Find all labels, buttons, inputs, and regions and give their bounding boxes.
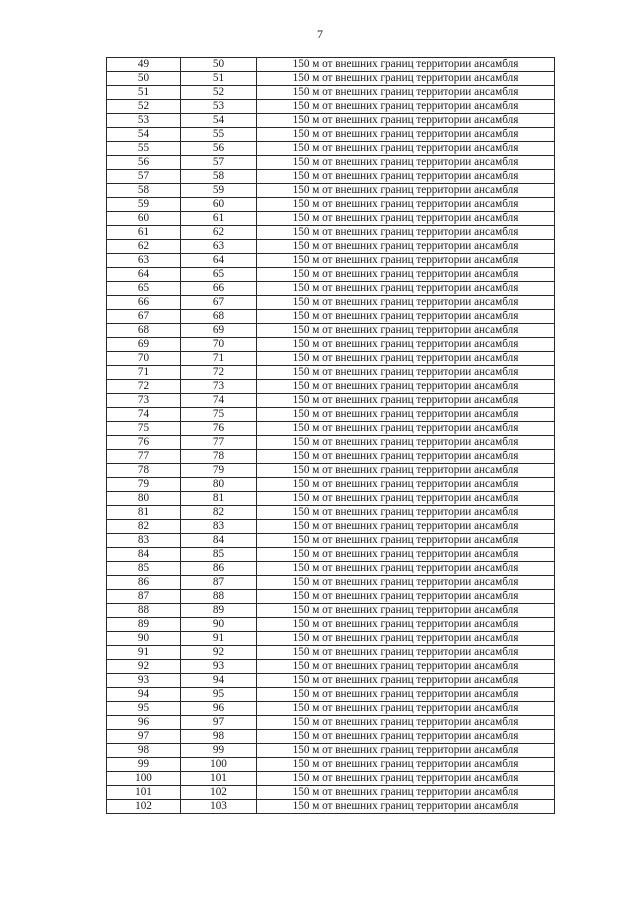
point-from-cell: 50 <box>107 72 181 86</box>
table-row <box>107 618 555 632</box>
point-from-cell: 65 <box>107 282 181 296</box>
point-to-cell: 59 <box>181 184 257 198</box>
description-cell: 150 м от внешних границ территории ансамбля <box>257 366 555 380</box>
description-cell: 150 м от внешних границ территории ансамбля <box>257 226 555 240</box>
point-from-cell: 66 <box>107 296 181 310</box>
description-cell: 150 м от внешних границ территории ансамбля <box>257 674 555 688</box>
table-row <box>107 72 555 86</box>
point-to-cell: 56 <box>181 142 257 156</box>
point-from-cell: 90 <box>107 632 181 646</box>
point-to-cell: 52 <box>181 86 257 100</box>
table-row <box>107 212 555 226</box>
table-row <box>107 744 555 758</box>
point-to-cell: 99 <box>181 744 257 758</box>
table-row <box>107 128 555 142</box>
table-row <box>107 198 555 212</box>
table-row <box>107 86 555 100</box>
description-cell: 150 м от внешних границ территории ансамбля <box>257 436 555 450</box>
point-to-cell: 64 <box>181 254 257 268</box>
table-row <box>107 184 555 198</box>
point-to-cell: 100 <box>181 758 257 772</box>
description-cell: 150 м от внешних границ территории ансамбля <box>257 142 555 156</box>
table-row <box>107 646 555 660</box>
point-to-cell: 65 <box>181 268 257 282</box>
table-row <box>107 114 555 128</box>
table-row <box>107 268 555 282</box>
description-cell: 150 м от внешних границ территории ансамбля <box>257 254 555 268</box>
point-from-cell: 83 <box>107 534 181 548</box>
description-cell: 150 м от внешних границ территории ансамбля <box>257 352 555 366</box>
table-row <box>107 366 555 380</box>
description-cell: 150 м от внешних границ территории ансамбля <box>257 758 555 772</box>
point-from-cell: 57 <box>107 170 181 184</box>
point-to-cell: 76 <box>181 422 257 436</box>
table-row <box>107 436 555 450</box>
description-cell: 150 м от внешних границ территории ансамбля <box>257 394 555 408</box>
point-to-cell: 73 <box>181 380 257 394</box>
point-to-cell: 92 <box>181 646 257 660</box>
description-cell: 150 м от внешних границ территории ансамбля <box>257 380 555 394</box>
point-from-cell: 56 <box>107 156 181 170</box>
table-row <box>107 478 555 492</box>
description-cell: 150 м от внешних границ территории ансамбля <box>257 58 555 72</box>
point-from-cell: 53 <box>107 114 181 128</box>
point-from-cell: 96 <box>107 716 181 730</box>
point-to-cell: 93 <box>181 660 257 674</box>
description-cell: 150 м от внешних границ территории ансамбля <box>257 716 555 730</box>
point-from-cell: 101 <box>107 786 181 800</box>
point-to-cell: 77 <box>181 436 257 450</box>
description-cell: 150 м от внешних границ территории ансамбля <box>257 562 555 576</box>
description-cell: 150 м от внешних границ территории ансамбля <box>257 702 555 716</box>
description-cell: 150 м от внешних границ территории ансамбля <box>257 548 555 562</box>
point-to-cell: 82 <box>181 506 257 520</box>
point-to-cell: 50 <box>181 58 257 72</box>
table-row <box>107 296 555 310</box>
table-row <box>107 702 555 716</box>
point-from-cell: 77 <box>107 450 181 464</box>
point-from-cell: 73 <box>107 394 181 408</box>
point-from-cell: 95 <box>107 702 181 716</box>
description-cell: 150 м от внешних границ территории ансамбля <box>257 100 555 114</box>
table-row <box>107 142 555 156</box>
point-from-cell: 69 <box>107 338 181 352</box>
description-cell: 150 м от внешних границ территории ансамбля <box>257 212 555 226</box>
point-from-cell: 80 <box>107 492 181 506</box>
point-to-cell: 88 <box>181 590 257 604</box>
point-from-cell: 99 <box>107 758 181 772</box>
point-to-cell: 74 <box>181 394 257 408</box>
description-cell: 150 м от внешних границ территории ансамбля <box>257 282 555 296</box>
table-row <box>107 254 555 268</box>
point-to-cell: 90 <box>181 618 257 632</box>
point-to-cell: 86 <box>181 562 257 576</box>
table-row <box>107 282 555 296</box>
description-cell: 150 м от внешних границ территории ансамбля <box>257 534 555 548</box>
description-cell: 150 м от внешних границ территории ансамбля <box>257 632 555 646</box>
point-to-cell: 70 <box>181 338 257 352</box>
table-row <box>107 562 555 576</box>
point-to-cell: 68 <box>181 310 257 324</box>
description-cell: 150 м от внешних границ территории ансамбля <box>257 604 555 618</box>
description-cell: 150 м от внешних границ территории ансамбля <box>257 408 555 422</box>
table-row <box>107 534 555 548</box>
point-from-cell: 91 <box>107 646 181 660</box>
page-number: 7 <box>317 27 323 41</box>
point-to-cell: 84 <box>181 534 257 548</box>
description-cell: 150 м от внешних границ территории ансамбля <box>257 800 555 814</box>
point-to-cell: 80 <box>181 478 257 492</box>
point-to-cell: 63 <box>181 240 257 254</box>
description-cell: 150 м от внешних границ территории ансамбля <box>257 72 555 86</box>
point-from-cell: 94 <box>107 688 181 702</box>
point-from-cell: 81 <box>107 506 181 520</box>
point-to-cell: 103 <box>181 800 257 814</box>
description-cell: 150 м от внешних границ территории ансамбля <box>257 660 555 674</box>
point-from-cell: 64 <box>107 268 181 282</box>
table-row <box>107 240 555 254</box>
table-row <box>107 674 555 688</box>
table-row <box>107 576 555 590</box>
point-from-cell: 60 <box>107 212 181 226</box>
point-from-cell: 52 <box>107 100 181 114</box>
point-from-cell: 76 <box>107 436 181 450</box>
table-row <box>107 352 555 366</box>
table-row <box>107 772 555 786</box>
point-to-cell: 55 <box>181 128 257 142</box>
point-from-cell: 62 <box>107 240 181 254</box>
point-to-cell: 62 <box>181 226 257 240</box>
point-from-cell: 102 <box>107 800 181 814</box>
point-from-cell: 93 <box>107 674 181 688</box>
description-cell: 150 м от внешних границ территории ансамбля <box>257 450 555 464</box>
point-to-cell: 66 <box>181 282 257 296</box>
description-cell: 150 м от внешних границ территории ансамбля <box>257 240 555 254</box>
point-to-cell: 102 <box>181 786 257 800</box>
point-from-cell: 84 <box>107 548 181 562</box>
point-from-cell: 98 <box>107 744 181 758</box>
description-cell: 150 м от внешних границ территории ансамбля <box>257 478 555 492</box>
point-from-cell: 92 <box>107 660 181 674</box>
table-row <box>107 632 555 646</box>
description-cell: 150 м от внешних границ территории ансамбля <box>257 268 555 282</box>
point-to-cell: 51 <box>181 72 257 86</box>
point-from-cell: 54 <box>107 128 181 142</box>
point-to-cell: 85 <box>181 548 257 562</box>
point-to-cell: 101 <box>181 772 257 786</box>
point-from-cell: 58 <box>107 184 181 198</box>
point-from-cell: 87 <box>107 590 181 604</box>
point-to-cell: 83 <box>181 520 257 534</box>
point-from-cell: 72 <box>107 380 181 394</box>
table-row <box>107 548 555 562</box>
table-row <box>107 800 555 814</box>
description-cell: 150 м от внешних границ территории ансамбля <box>257 198 555 212</box>
table-row <box>107 604 555 618</box>
description-cell: 150 м от внешних границ территории ансамбля <box>257 156 555 170</box>
point-to-cell: 78 <box>181 450 257 464</box>
table-row <box>107 380 555 394</box>
table-row <box>107 422 555 436</box>
point-to-cell: 96 <box>181 702 257 716</box>
point-from-cell: 79 <box>107 478 181 492</box>
table-body <box>107 58 555 814</box>
point-to-cell: 60 <box>181 198 257 212</box>
description-cell: 150 м от внешних границ территории ансамбля <box>257 464 555 478</box>
description-cell: 150 м от внешних границ территории ансамбля <box>257 296 555 310</box>
point-to-cell: 58 <box>181 170 257 184</box>
table-row <box>107 394 555 408</box>
point-to-cell: 79 <box>181 464 257 478</box>
description-cell: 150 м от внешних границ территории ансамбля <box>257 730 555 744</box>
description-cell: 150 м от внешних границ территории ансамбля <box>257 338 555 352</box>
description-cell: 150 м от внешних границ территории ансамбля <box>257 310 555 324</box>
point-to-cell: 61 <box>181 212 257 226</box>
description-cell: 150 м от внешних границ территории ансамбля <box>257 492 555 506</box>
boundary-points-table <box>106 57 555 814</box>
table-row <box>107 450 555 464</box>
point-to-cell: 89 <box>181 604 257 618</box>
table-row <box>107 688 555 702</box>
point-to-cell: 87 <box>181 576 257 590</box>
description-cell: 150 м от внешних границ территории ансамбля <box>257 114 555 128</box>
description-cell: 150 м от внешних границ территории ансамбля <box>257 772 555 786</box>
point-to-cell: 72 <box>181 366 257 380</box>
table-row <box>107 520 555 534</box>
table-row <box>107 58 555 72</box>
point-from-cell: 68 <box>107 324 181 338</box>
description-cell: 150 м от внешних границ территории ансамбля <box>257 576 555 590</box>
point-from-cell: 89 <box>107 618 181 632</box>
table-row <box>107 506 555 520</box>
table-row <box>107 716 555 730</box>
point-to-cell: 67 <box>181 296 257 310</box>
point-from-cell: 75 <box>107 422 181 436</box>
table-row <box>107 590 555 604</box>
table-row <box>107 730 555 744</box>
description-cell: 150 м от внешних границ территории ансамбля <box>257 744 555 758</box>
point-from-cell: 88 <box>107 604 181 618</box>
point-to-cell: 98 <box>181 730 257 744</box>
point-to-cell: 94 <box>181 674 257 688</box>
table-row <box>107 324 555 338</box>
description-cell: 150 м от внешних границ территории ансамбля <box>257 324 555 338</box>
point-to-cell: 71 <box>181 352 257 366</box>
point-from-cell: 78 <box>107 464 181 478</box>
table-row <box>107 660 555 674</box>
point-from-cell: 97 <box>107 730 181 744</box>
point-to-cell: 95 <box>181 688 257 702</box>
point-from-cell: 70 <box>107 352 181 366</box>
table-row <box>107 492 555 506</box>
point-to-cell: 57 <box>181 156 257 170</box>
description-cell: 150 м от внешних границ территории ансамбля <box>257 646 555 660</box>
table-row <box>107 758 555 772</box>
point-from-cell: 67 <box>107 310 181 324</box>
table-row <box>107 226 555 240</box>
point-to-cell: 81 <box>181 492 257 506</box>
description-cell: 150 м от внешних границ территории ансамбля <box>257 688 555 702</box>
table-row <box>107 100 555 114</box>
table-row <box>107 408 555 422</box>
point-from-cell: 71 <box>107 366 181 380</box>
point-from-cell: 61 <box>107 226 181 240</box>
description-cell: 150 м от внешних границ территории ансамбля <box>257 422 555 436</box>
description-cell: 150 м от внешних границ территории ансамбля <box>257 170 555 184</box>
table-row <box>107 310 555 324</box>
point-from-cell: 59 <box>107 198 181 212</box>
point-from-cell: 55 <box>107 142 181 156</box>
description-cell: 150 м от внешних границ территории ансамбля <box>257 128 555 142</box>
point-to-cell: 69 <box>181 324 257 338</box>
point-from-cell: 85 <box>107 562 181 576</box>
point-from-cell: 74 <box>107 408 181 422</box>
point-from-cell: 63 <box>107 254 181 268</box>
point-to-cell: 54 <box>181 114 257 128</box>
table-row <box>107 786 555 800</box>
description-cell: 150 м от внешних границ территории ансамбля <box>257 520 555 534</box>
description-cell: 150 м от внешних границ территории ансамбля <box>257 184 555 198</box>
table-row <box>107 464 555 478</box>
point-to-cell: 53 <box>181 100 257 114</box>
table-row <box>107 170 555 184</box>
description-cell: 150 м от внешних границ территории ансамбля <box>257 86 555 100</box>
description-cell: 150 м от внешних границ территории ансамбля <box>257 590 555 604</box>
table-row <box>107 338 555 352</box>
point-to-cell: 91 <box>181 632 257 646</box>
point-from-cell: 49 <box>107 58 181 72</box>
point-from-cell: 86 <box>107 576 181 590</box>
description-cell: 150 м от внешних границ территории ансамбля <box>257 618 555 632</box>
point-to-cell: 97 <box>181 716 257 730</box>
table-row <box>107 156 555 170</box>
point-from-cell: 100 <box>107 772 181 786</box>
description-cell: 150 м от внешних границ территории ансамбля <box>257 506 555 520</box>
point-from-cell: 82 <box>107 520 181 534</box>
point-from-cell: 51 <box>107 86 181 100</box>
description-cell: 150 м от внешних границ территории ансамбля <box>257 786 555 800</box>
point-to-cell: 75 <box>181 408 257 422</box>
